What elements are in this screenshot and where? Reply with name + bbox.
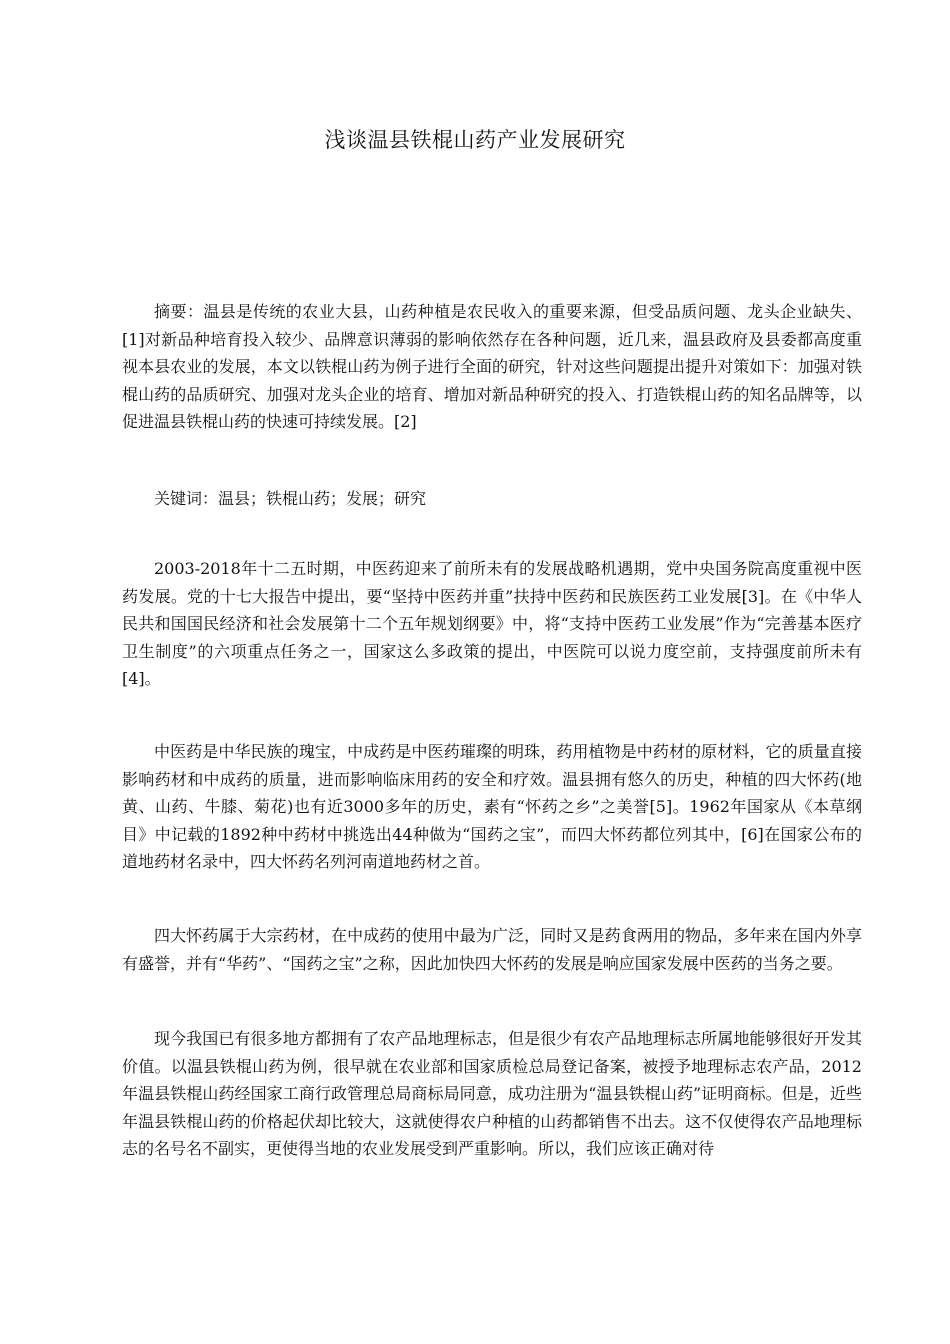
abstract-paragraph: 摘要：温县是传统的农业大县，山药种植是农民收入的重要来源，但受品质问题、龙头企业缺失、[1]对新品种培育投入较少、品牌意识薄弱的影响依然存在各种问题，近几来，温县政府及县委都高度重视本县农业的发展，本文以铁棍山药为例子进行全面的研究，针对这些问题提出提升对策如下：加强对铁棍山药的品质研究、加强对龙头企业的培育、增加对新品种研究的投入、打造铁棍山药的知名品牌等，以促进温县铁棍山药的快速可持续发展。[2] xyxy=(122,302,862,431)
body-paragraph-4: 现今我国已有很多地方都拥有了农产品地理标志，但是很少有农产品地理标志所属地能够很好开发其价值。以温县铁棍山药为例，很早就在农业部和国家质检总局登记备案，被授予地理标志农产品，2012年温县铁棍山药经国家工商行政管理总局商标局同意，成功注册为“温县铁棍山药”证明商标。但是，近些年温县铁棍山药的价格起伏却比较大，这就使得农户种植的山药都销售不出去。这不仅使得农产品地理标志的名号名不副实，更使得当地的农业发展受到严重影响。所以，我们应该正确对待 xyxy=(122,1029,862,1158)
body-paragraph-3: 四大怀药属于大宗药材，在中成药的使用中最为广泛，同时又是药食两用的物品，多年来在国内外享有盛誉，并有“华药”、“国药之宝”之称，因此加快四大怀药的发展是响应国家发展中医药的当务之要。 xyxy=(122,926,862,973)
document-title: 浅谈温县铁棍山药产业发展研究 xyxy=(324,128,626,152)
body-paragraph-1: 2003-2018年十二五时期，中医药迎来了前所未有的发展战略机遇期，党中央国务院高度重视中医药发展。党的十七大报告中提出，要“坚持中医药并重”扶持中医药和民族医药工业发展[3]。在《中华人民共和国国民经济和社会发展第十二个五年规划纲要》中，将“支持中医药工业发展”作为“完善基本医疗卫生制度”的六项重点任务之一，国家这么多政策的提出，中医院可以说力度空前，支持强度前所未有[4]。 xyxy=(122,559,862,688)
keywords-line: 关键词：温县；铁棍山药；发展；研究 xyxy=(154,489,427,508)
body-paragraph-2: 中医药是中华民族的瑰宝，中成药是中医药璀璨的明珠，药用植物是中药材的原材料，它的质量直接影响药材和中成药的质量，进而影响临床用药的安全和疗效。温县拥有悠久的历史，种植的四大怀药(地黄、山药、牛膝、菊花)也有近3000多年的历史，素有“怀药之乡”之美誉[5]。1962年国家从《本草纲目》中记载的1892种中药材中挑选出44种做为“国药之宝”，而四大怀药都位列其中，[6]在国家公布的道地药材名录中，四大怀药名列河南道地药材之首。 xyxy=(122,742,862,871)
